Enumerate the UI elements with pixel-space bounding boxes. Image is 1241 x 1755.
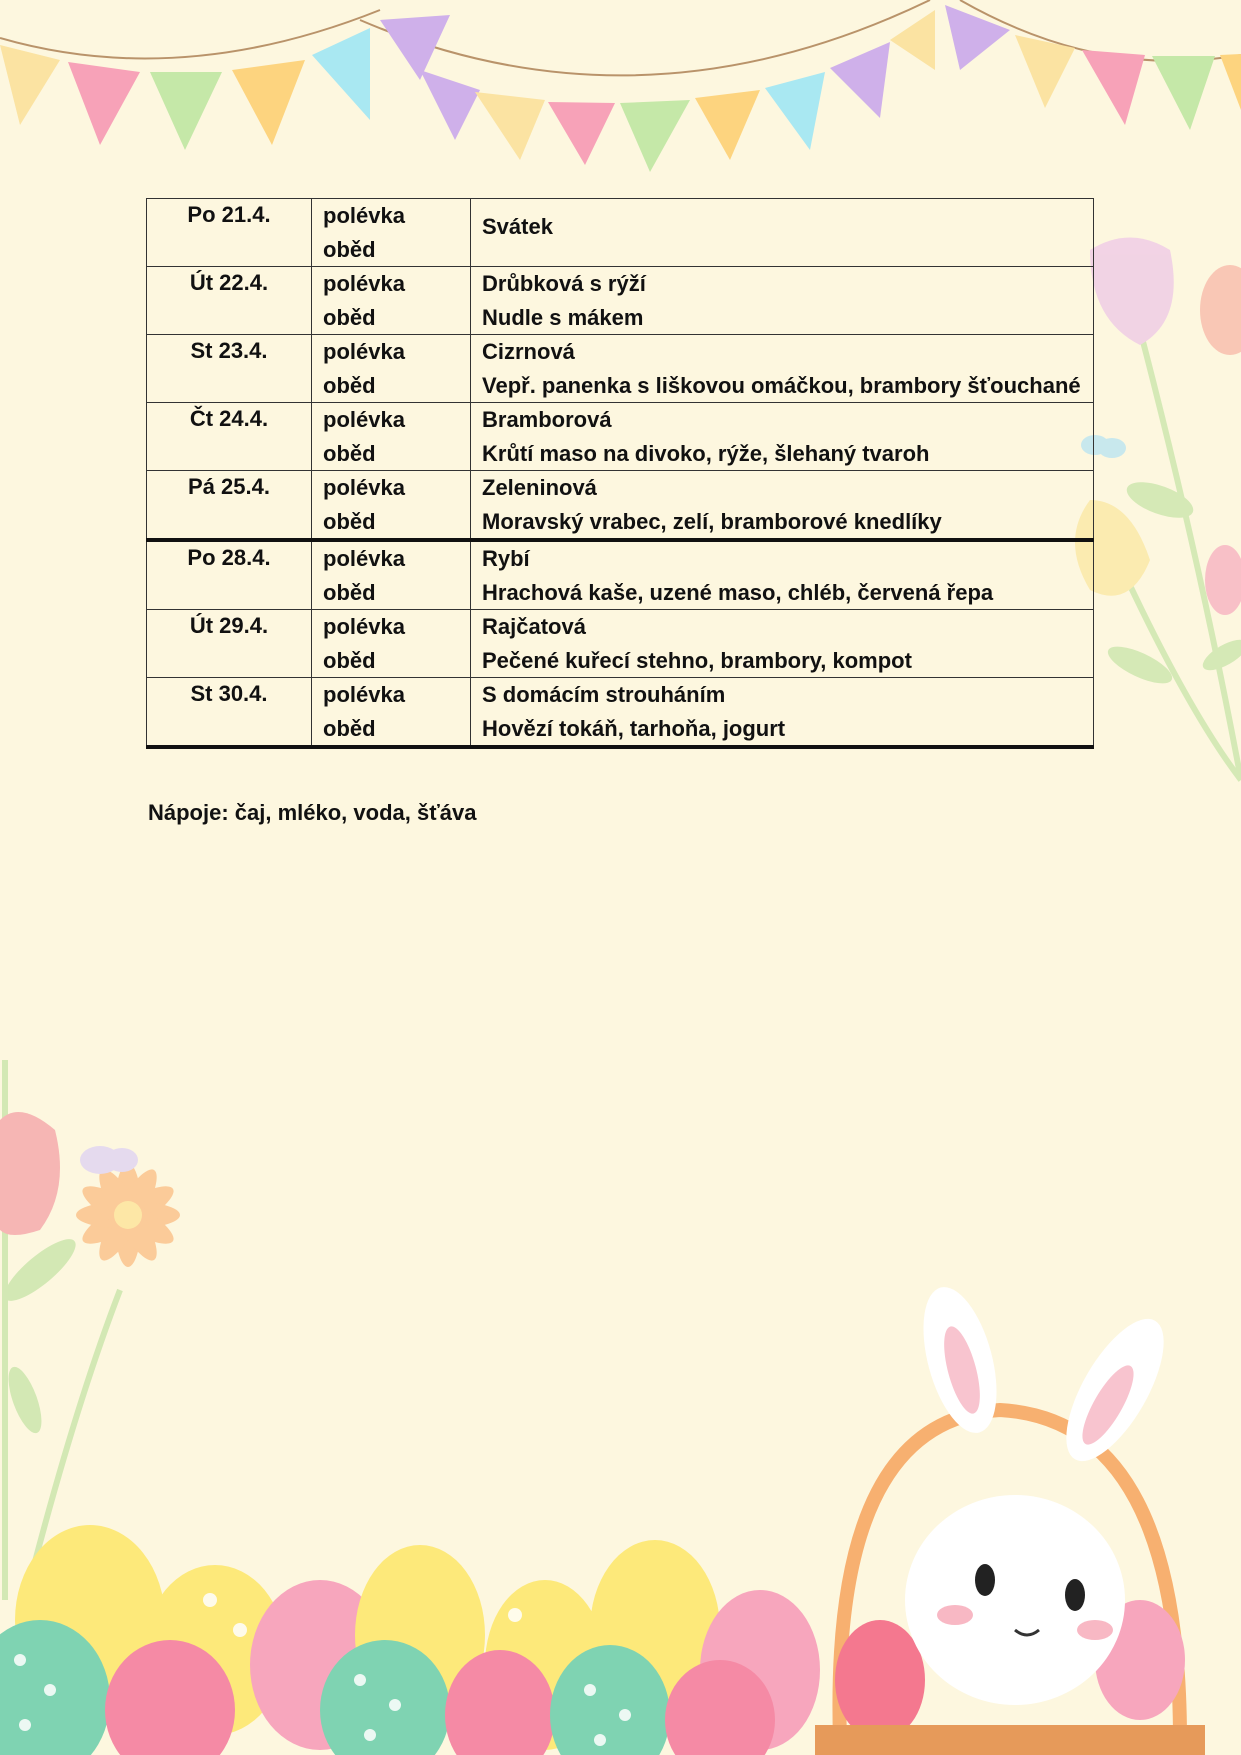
day-cell	[147, 540, 312, 610]
main-dish: Hovězí tokáň, tarhoňa, jogurt	[482, 715, 786, 741]
dish-cell	[471, 403, 1094, 471]
soup-label: polévka	[323, 407, 405, 432]
soup-label: polévka	[323, 614, 405, 639]
menu-row	[147, 335, 1094, 403]
soup-label: polévka	[323, 682, 405, 707]
menu-row	[147, 403, 1094, 471]
day-cell	[147, 199, 312, 267]
meal-type-cell	[312, 471, 471, 541]
day-label: Út 22.4.	[189, 270, 269, 295]
soup-dish: S domácím strouháním	[482, 682, 726, 707]
menu-row	[147, 540, 1094, 610]
menu-row	[147, 199, 1094, 267]
soup-label: polévka	[323, 546, 405, 571]
day-label: Pá 25.4.	[188, 474, 270, 499]
menu-row	[147, 610, 1094, 678]
main-dish: Hrachová kaše, uzené maso, chléb, červená řepa	[482, 579, 994, 605]
meal-type-cell	[312, 199, 471, 267]
dish-cell	[471, 199, 1094, 267]
day-label: St 30.4.	[190, 681, 268, 706]
meal-type-cell	[312, 403, 471, 471]
dish-cell	[471, 267, 1094, 335]
dish-cell	[471, 540, 1094, 610]
main-label: oběd	[323, 372, 376, 398]
main-label: oběd	[323, 440, 376, 466]
soup-dish: Cizrnová	[482, 339, 575, 364]
main-label: oběd	[323, 579, 376, 605]
menu-row	[147, 267, 1094, 335]
main-label: oběd	[323, 715, 376, 741]
day-cell	[147, 471, 312, 541]
day-label: Út 29.4.	[189, 613, 269, 638]
day-label: St 23.4.	[190, 338, 268, 363]
main-label: oběd	[323, 508, 376, 534]
main-label: oběd	[323, 304, 376, 330]
soup-label: polévka	[323, 271, 405, 296]
dish-cell	[471, 678, 1094, 748]
day-label: Po 21.4.	[187, 202, 271, 227]
lunch-menu-table	[146, 198, 1094, 749]
soup-dish: Bramborová	[482, 407, 612, 432]
day-label: Čt 24.4.	[189, 406, 269, 431]
meal-type-cell	[312, 678, 471, 748]
dish-cell	[471, 335, 1094, 403]
meal-type-cell	[312, 540, 471, 610]
dish-cell	[471, 471, 1094, 541]
soup-label: polévka	[323, 475, 405, 500]
main-dish: Nudle s mákem	[482, 304, 644, 330]
main-label: oběd	[323, 647, 376, 673]
day-cell	[147, 610, 312, 678]
right-flowers	[1075, 238, 1241, 781]
easter-eggs	[0, 1525, 820, 1755]
soup-dish: Drůbková s rýží	[482, 271, 646, 296]
meal-type-cell	[312, 335, 471, 403]
soup-dish: Rybí	[482, 546, 530, 571]
day-label: Po 28.4.	[187, 545, 271, 570]
meal-type-cell	[312, 267, 471, 335]
meal-type-cell	[312, 610, 471, 678]
menu-row	[147, 678, 1094, 748]
soup-dish: Rajčatová	[482, 614, 586, 639]
main-dish: Moravský vrabec, zelí, bramborové knedlíky	[482, 508, 942, 534]
day-cell	[147, 335, 312, 403]
soup-label: polévka	[323, 339, 405, 364]
day-cell	[147, 678, 312, 748]
main-label: oběd	[323, 236, 376, 262]
bunny-basket	[815, 1279, 1205, 1755]
dish-cell	[471, 610, 1094, 678]
bunting-flags	[0, 5, 1241, 172]
day-cell	[147, 403, 312, 471]
drinks-note: Nápoje: čaj, mléko, voda, šťáva	[148, 800, 477, 825]
menu-row	[147, 471, 1094, 541]
soup-label: polévka	[323, 203, 405, 228]
main-dish: Vepř. panenka s liškovou omáčkou, brambory šťouchané	[482, 372, 1081, 398]
holiday-text: Svátek	[482, 214, 553, 239]
soup-dish: Zeleninová	[482, 475, 597, 500]
main-dish: Pečené kuřecí stehno, brambory, kompot	[482, 647, 912, 673]
main-dish: Krůtí maso na divoko, rýže, šlehaný tvaroh	[482, 440, 930, 466]
day-cell	[147, 267, 312, 335]
